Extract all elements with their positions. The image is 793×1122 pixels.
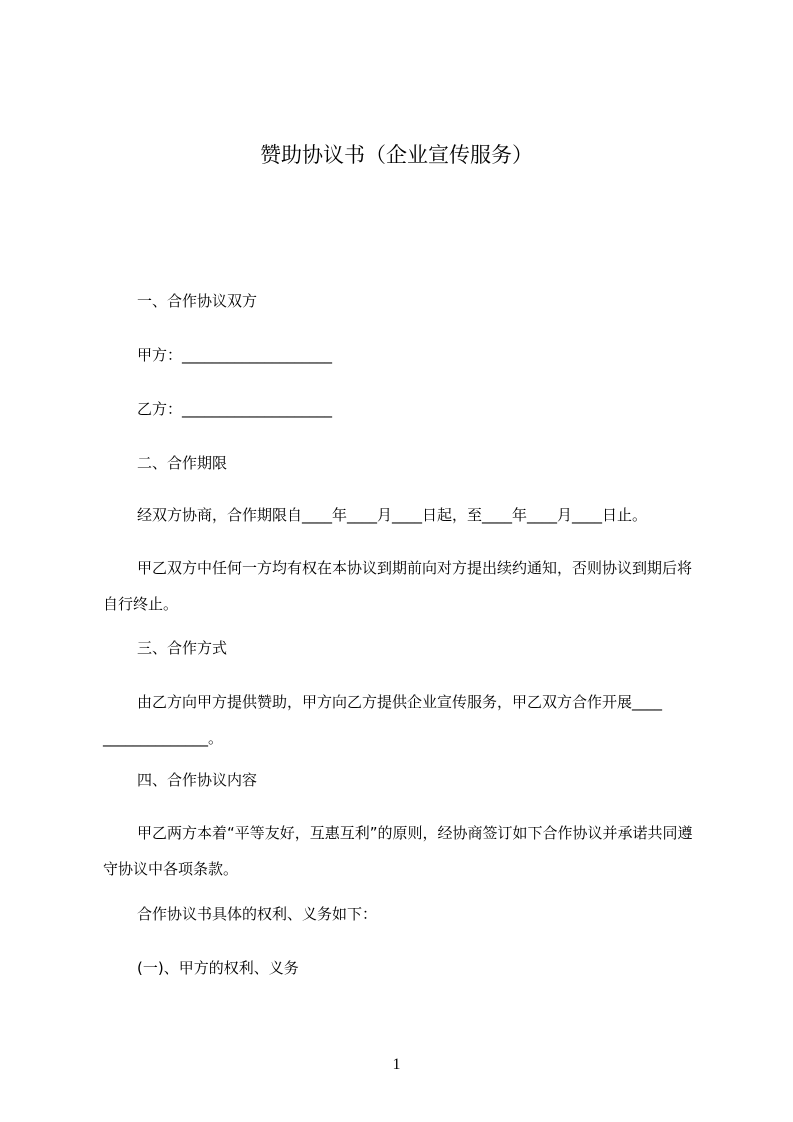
document-title: 赞助协议书（企业宣传服务）: [260, 143, 533, 167]
cooperation-paragraph: 由乙方向甲方提供赞助，甲方向乙方提供企业宣传服务，甲乙双方合作开展____ ______________。: [103, 693, 667, 747]
renewal-paragraph: 甲乙双方中任何一方均有权在本协议到期前向对方提出续约通知，否则协议到期后将自行终止。: [103, 559, 693, 613]
party-a-line: 甲方：____________________: [137, 346, 333, 364]
party-b-line: 乙方：____________________: [137, 400, 333, 418]
section-heading-parties: 一、合作协议双方: [137, 292, 258, 310]
page-number: 1: [392, 1056, 401, 1073]
rights-intro-line: 合作协议书具体的权利、义务如下：: [137, 905, 378, 923]
section-heading-method: 三、合作方式: [137, 639, 228, 657]
section-heading-content: 四、合作协议内容: [137, 771, 258, 789]
term-line: 经双方协商，合作期限自____年____月____日起，至____年____月____日止。: [137, 506, 648, 524]
subsection-heading-party-a: (一)、甲方的权利、义务: [137, 959, 299, 977]
principle-paragraph: 甲乙两方本着“平等友好，互惠互利”的原则，经协商签订如下合作协议并承诺共同遵守协议中各项条款。: [103, 824, 693, 878]
section-heading-term: 二、合作期限: [137, 454, 228, 472]
